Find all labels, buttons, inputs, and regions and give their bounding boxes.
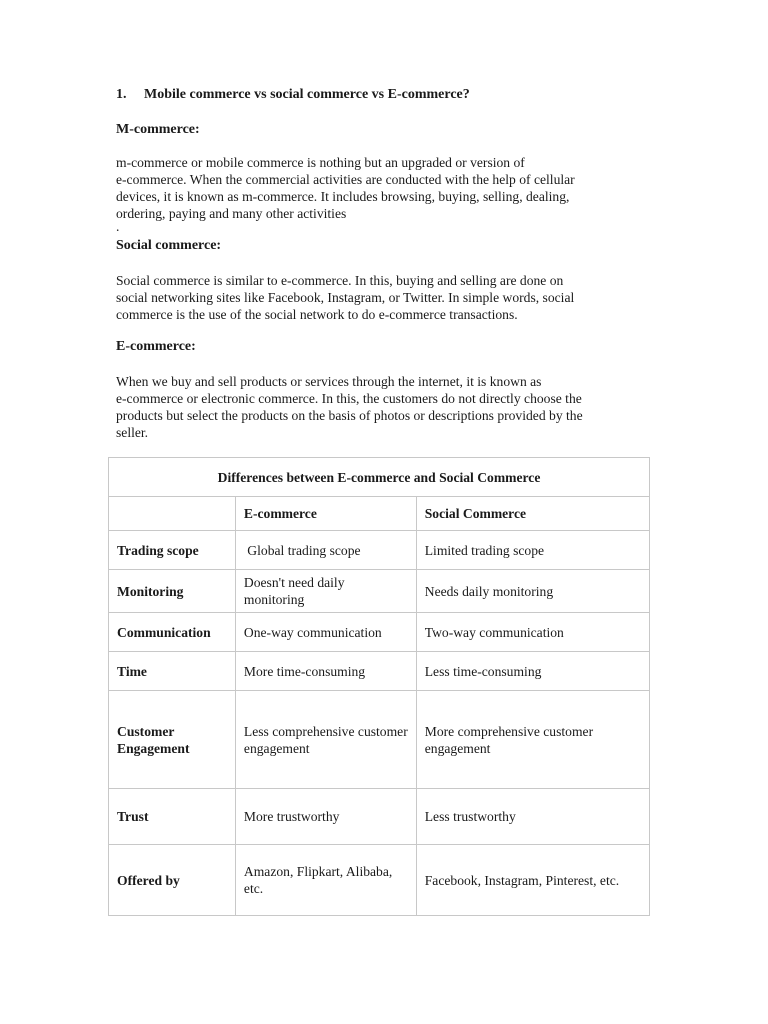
social-commerce-title: Social commerce:: [116, 238, 222, 253]
question-title: Mobile commerce vs social commerce vs E-commerce?: [144, 87, 470, 102]
social-commerce-cell: More comprehensive customer engagement: [416, 691, 649, 789]
ecommerce-cell: Amazon, Flipkart, Alibaba, etc.: [235, 845, 416, 916]
column-header-ecommerce: E-commerce: [235, 497, 416, 531]
paragraph-line: social networking sites like Facebook, Instagram, or Twitter. In simple words, social: [116, 290, 575, 305]
ecommerce-cell: Doesn't need daily monitoring: [235, 570, 416, 613]
social-commerce-cell: Less trustworthy: [416, 789, 649, 845]
social-commerce-cell: Two-way communication: [416, 613, 649, 652]
paragraph-line: products but select the products on the basis of photos or descriptions provided by the: [116, 408, 583, 423]
table-row: [109, 691, 650, 789]
social-commerce-paragraph: [116, 272, 656, 323]
table-caption-row: [109, 458, 650, 497]
social-commerce-cell: Facebook, Instagram, Pinterest, etc.: [416, 845, 649, 916]
social-commerce-cell: Needs daily monitoring: [416, 570, 649, 613]
ecommerce-cell: More trustworthy: [235, 789, 416, 845]
paragraph-line: Social commerce is similar to e-commerce. In this, buying and selling are done on: [116, 273, 564, 288]
ecommerce-paragraph: [116, 373, 656, 441]
ecommerce-cell: Less comprehensive customer engagement: [235, 691, 416, 789]
paragraph-line: devices, it is known as m-commerce. It includes browsing, buying, selling, dealing,: [116, 189, 570, 204]
row-label: Communication: [109, 613, 236, 652]
table-row: [109, 845, 650, 916]
table-row: [109, 652, 650, 691]
paragraph-line: ordering, paying and many other activities: [116, 206, 347, 221]
ecommerce-cell: One-way communication: [235, 613, 416, 652]
paragraph-line: e-commerce. When the commercial activities are conducted with the help of cellular: [116, 172, 575, 187]
paragraph-line: When we buy and sell products or services through the internet, it is known as: [116, 374, 542, 389]
mcommerce-paragraph: [116, 154, 656, 232]
mcommerce-title: M-commerce:: [116, 122, 200, 137]
ecommerce-cell: Global trading scope: [235, 531, 416, 570]
row-label: Time: [109, 652, 236, 691]
ecommerce-title: E-commerce:: [116, 339, 196, 354]
ecommerce-cell: More time-consuming: [235, 652, 416, 691]
table-caption: Differences between E-commerce and Social Commerce: [109, 458, 650, 497]
social-commerce-cell: Less time-consuming: [416, 652, 649, 691]
row-label: Offered by: [109, 845, 236, 916]
row-label: Trading scope: [109, 531, 236, 570]
paragraph-line: e-commerce or electronic commerce. In this, the customers do not directly choose the: [116, 391, 582, 406]
paragraph-line: m-commerce or mobile commerce is nothing but an upgraded or version of: [116, 155, 525, 170]
row-label: Monitoring: [109, 570, 236, 613]
comparison-table: [108, 457, 650, 916]
table-row: [109, 613, 650, 652]
table-header-row: [109, 497, 650, 531]
table-row: [109, 570, 650, 613]
paragraph-line: commerce is the use of the social network to do e-commerce transactions.: [116, 307, 518, 322]
question-heading: [116, 87, 470, 103]
table-row: [109, 531, 650, 570]
paragraph-line: seller.: [116, 425, 149, 440]
row-label: Customer Engagement: [109, 691, 236, 789]
column-header-social-commerce: Social Commerce: [416, 497, 649, 531]
question-number: 1.: [116, 87, 127, 102]
column-header: [109, 497, 236, 531]
paragraph-line: .: [116, 219, 120, 234]
social-commerce-cell: Limited trading scope: [416, 531, 649, 570]
row-label: Trust: [109, 789, 236, 845]
table-row: [109, 789, 650, 845]
